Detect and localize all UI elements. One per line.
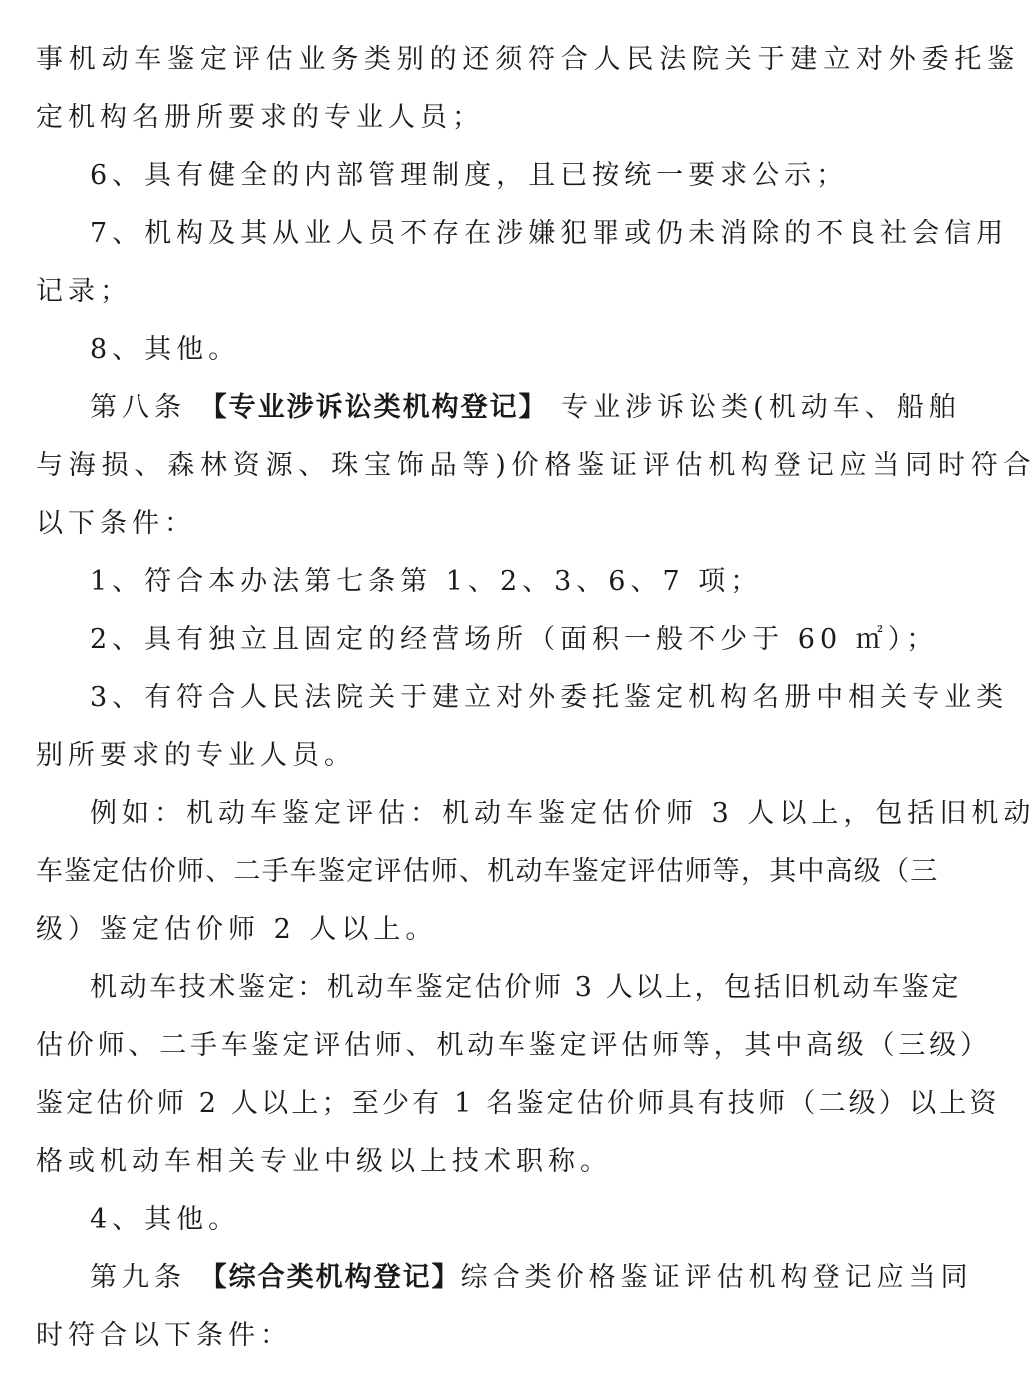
list-item-1: 1、符合本办法第七条第 1、2、3、6、7 项；	[90, 566, 763, 597]
article-9-heading	[90, 1258, 973, 1298]
article-number: 第九条	[90, 1262, 200, 1293]
paragraph-line: 时符合以下条件：	[36, 1320, 292, 1351]
paragraph-line: 记录；	[36, 276, 132, 307]
paragraph-line: 以下条件：	[36, 508, 196, 539]
list-item-6: 6、具有健全的内部管理制度，且已按统一要求公示；	[90, 160, 849, 191]
list-item-4: 4、其他。	[90, 1204, 241, 1235]
technical-paragraph: 机动车技术鉴定：机动车鉴定估价师 3 人以上，包括旧机动车鉴定	[90, 972, 961, 1003]
list-item-3: 3、有符合人民法院关于建立对外委托鉴定机构名册中相关专业类	[90, 682, 1009, 713]
paragraph-line: 级）鉴定估价师 2 人以上。	[36, 914, 438, 945]
paragraph-line: 与海损、森林资源、珠宝饰品等)价格鉴证评估机构登记应当同时符合	[36, 450, 1036, 481]
paragraph-line: 事机动车鉴定评估业务类别的还须符合人民法院关于建立对外委托鉴	[36, 44, 1020, 75]
article-title: 【综合类机构登记】	[199, 1262, 461, 1293]
example-paragraph: 例如：机动车鉴定评估：机动车鉴定估价师 3 人以上，包括旧机动	[90, 798, 1036, 829]
article-number: 第八条	[90, 392, 200, 423]
list-item-7: 7、机构及其从业人员不存在涉嫌犯罪或仍未消除的不良社会信用	[90, 218, 1009, 249]
paragraph-line: 估价师、二手车鉴定评估师、机动车鉴定评估师等，其中高级（三级）	[36, 1030, 991, 1061]
paragraph-line: 鉴定估价师 2 人以上；至少有 1 名鉴定估价师具有技师（二级）以上资	[36, 1088, 1000, 1119]
article-8-heading	[90, 388, 961, 428]
article-text: 综合类价格鉴证评估机构登记应当同	[460, 1262, 973, 1293]
paragraph-line: 格或机动车相关专业中级以上技术职称。	[36, 1146, 612, 1177]
paragraph-line: 别所要求的专业人员。	[36, 740, 356, 771]
list-item-8: 8、其他。	[90, 334, 241, 365]
article-title: 【专业涉诉讼类机构登记】	[199, 392, 548, 423]
paragraph-line: 定机构名册所要求的专业人员；	[36, 102, 484, 133]
list-item-2: 2、具有独立且固定的经营场所（面积一般不少于 60 ㎡）；	[90, 624, 939, 655]
paragraph-line: 车鉴定估价师、二手车鉴定评估师、机动车鉴定评估师等，其中高级（三	[36, 856, 939, 887]
article-text: 专业涉诉讼类(机动车、船舶	[547, 392, 961, 423]
